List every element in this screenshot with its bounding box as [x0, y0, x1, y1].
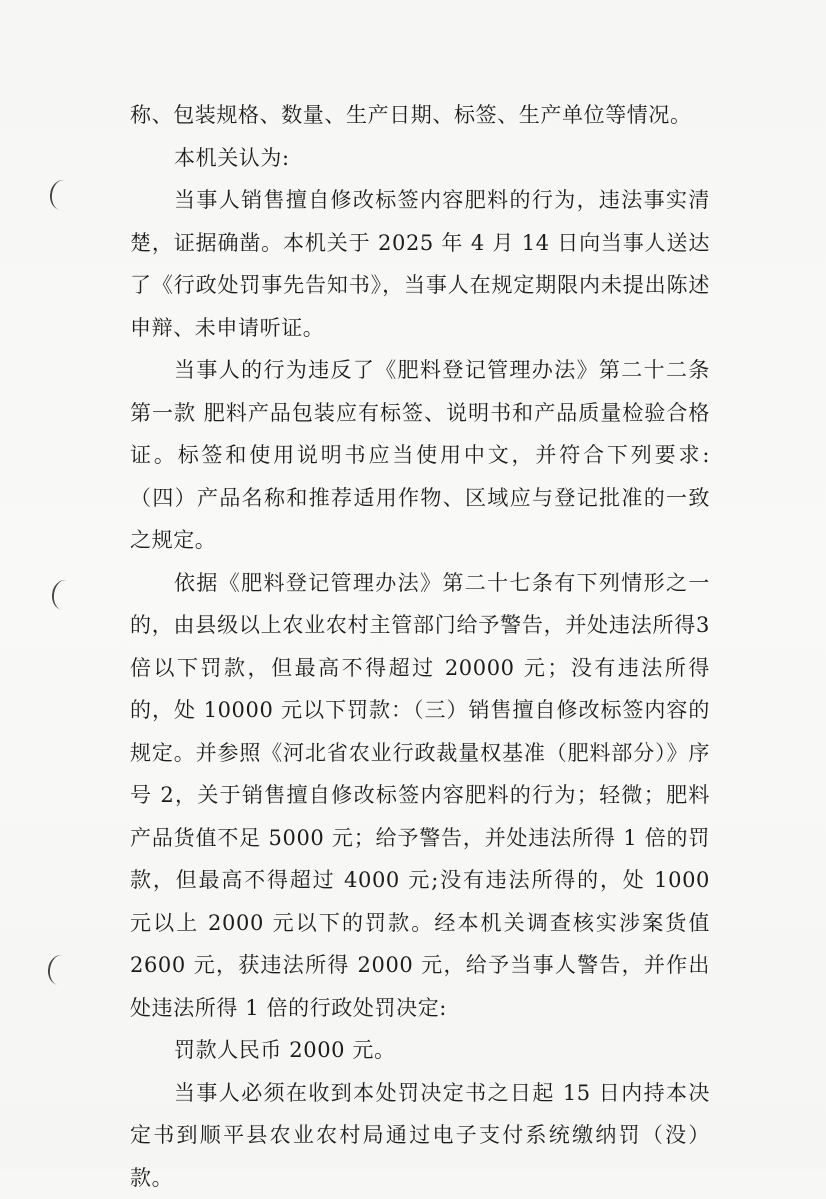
punch-hole-mark	[46, 953, 74, 986]
punch-hole-mark	[50, 578, 78, 611]
paragraph-penalty: 罚款人民币 2000 元。	[130, 1029, 710, 1072]
paragraph-legal-basis: 依据《肥料登记管理办法》第二十七条有下列情形之一的，由县级以上农业农村主管部门给予警告，并处违法所得3倍以下罚款，但最高不得超过 20000 元；没有违法所得的，处 10000 元以下罚款：（三）销售擅自修改标签内容的规定。并参照《河北省农业行政裁量权基准（肥料部分）》序号 2，关于销售擅自修改标签内容肥料的行为；轻微；肥料产品货值不足 5000 元；给予警告，并处违法所得 1 倍的罚款，但最高不得超过 4000 元;没有违法所得的，处 1000 元以上 2000 元以下的罚款。经本机关调查核实涉案货值 2600 元，获违法所得 2000 元，给予当事人警告，并作出处违法所得 1 倍的行政处罚决定:	[130, 562, 710, 1030]
paragraph-violation: 当事人的行为违反了《肥料登记管理办法》第二十二条第一款 肥料产品包装应有标签、说明书和产品质量检验合格证。标签和使用说明书应当使用中文，并符合下列要求:（四）产品名称和推荐适用作物、区域应与登记批准的一致之规定。	[130, 349, 710, 562]
paragraph-finding-intro: 本机关认为:	[130, 137, 710, 180]
paragraph-continuation: 称、包装规格、数量、生产日期、标签、生产单位等情况。	[130, 94, 710, 137]
paragraph-facts: 当事人销售擅自修改标签内容肥料的行为，违法事实清楚，证据确凿。本机关于 2025 年 4 月 14 日向当事人送达了《行政处罚事先告知书》，当事人在规定期限内未提出陈述申辩、未申请听证。	[130, 179, 710, 349]
paragraph-payment-instructions: 当事人必须在收到本处罚决定书之日起 15 日内持本决定书到顺平县农业农村局通过电子支付系统缴纳罚（没）款。	[130, 1072, 710, 1199]
punch-hole-mark	[48, 178, 76, 211]
document-body	[130, 94, 710, 1199]
